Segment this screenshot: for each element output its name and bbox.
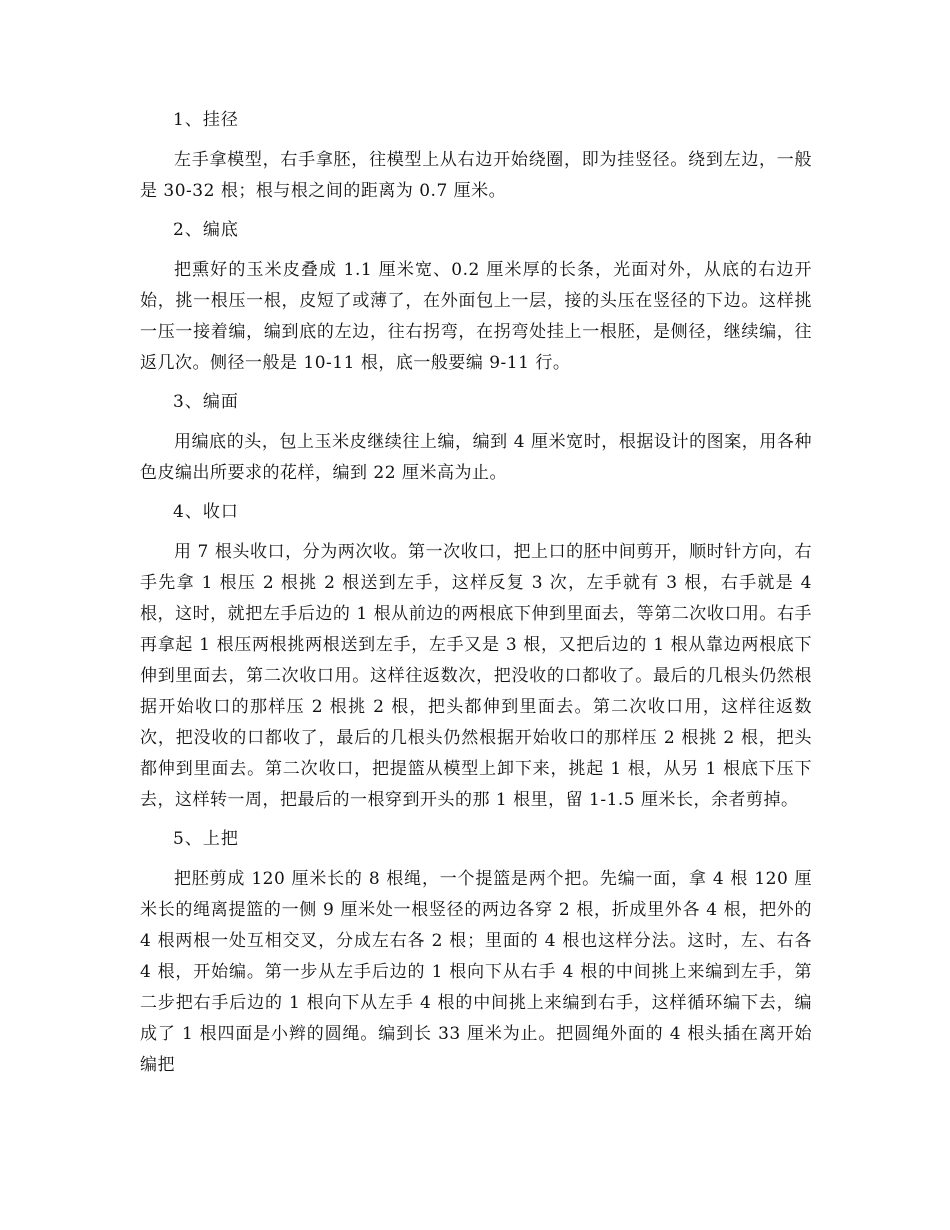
section-heading-closing-edge: 4、收口 — [173, 502, 239, 522]
section-heading-attaching-handle: 5、上把 — [173, 829, 239, 849]
section-body-weaving-base: 把熏好的玉米皮叠成 1.1 厘米宽、0.2 厘米厚的长条，光面对外，从底的右边开始，挑一根压一根，皮短了或薄了，在外面包上一层，接的头压在竖径的下边。这样挑一压一接着编，编到底的左边，往右拐弯，在拐弯处挂上一根胚，是侧径，继续编，往返几次。侧径一般是 10-11 根，底一般要编 9-11 行。 — [140, 260, 813, 373]
section-body-closing-edge: 用 7 根头收口，分为两次收。第一次收口，把上口的胚中间剪开，顺时针方向，右手先拿 1 根压 2 根挑 2 根送到左手，这样反复 3 次，左手就有 3 根，右手就是 4 根，这时，就把左手后边的 1 根从前边的两根底下伸到里面去，等第二次收口用。右手再拿起 1 根压两根挑两根送到左手，左手又是 3 根，又把后边的 1 根从靠边两根底下伸到里面去，第二次收口用。这样往返数次，把没收的口都收了。最后的几根头仍然根据开始收口的那样压 2 根挑 2 根，把头都伸到里面去。第二次收口用，这样往返数次，把没收的口都收了，最后的几根头仍然根据开始收口的那样压 2 根挑 2 根，把头都伸到里面去。第二次收口，把提篮从模型上卸下来，挑起 1 根，从另 1 根底下压下去，这样转一周，把最后的一根穿到开头的那 1 根里，留 1-1.5 厘米长，余者剪掉。 — [140, 542, 812, 810]
section-body-attaching-handle: 把胚剪成 120 厘米长的 8 根绳，一个提篮是两个把。先编一面，拿 4 根 120 厘米长的绳离提篮的一侧 9 厘米处一根竖径的两边各穿 2 根，折成里外各 4 根，把外的 4 根两根一处互相交叉，分成左右各 2 根；里面的 4 根也这样分法。这时，左、右各 4 根，开始编。第一步从左手后边的 1 根向下从右手 4 根的中间挑上来编到左手，第二步把右手后边的 1 根向下从左手 4 根的中间挑上来编到右手，这样循环编下去，编成了 1 根四面是小辫的圆绳。编到长 33 厘米为止。把圆绳外面的 4 根头插在离开始编把 — [140, 869, 812, 1075]
section-heading-weaving-base: 2、编底 — [173, 220, 239, 240]
document-content — [140, 104, 812, 1081]
section-heading-weaving-surface: 3、编面 — [173, 392, 239, 412]
section-heading-hanging-warp: 1、挂径 — [173, 110, 239, 130]
section-body-hanging-warp: 左手拿模型，右手拿胚，往模型上从右边开始绕圈，即为挂竖径。绕到左边，一般是 30-32 根；根与根之间的距离为 0.7 厘米。 — [140, 150, 812, 201]
section-body-weaving-surface: 用编底的头，包上玉米皮继续往上编，编到 4 厘米宽时，根据设计的图案，用各种色皮编出所要求的花样，编到 22 厘米高为止。 — [140, 432, 812, 483]
